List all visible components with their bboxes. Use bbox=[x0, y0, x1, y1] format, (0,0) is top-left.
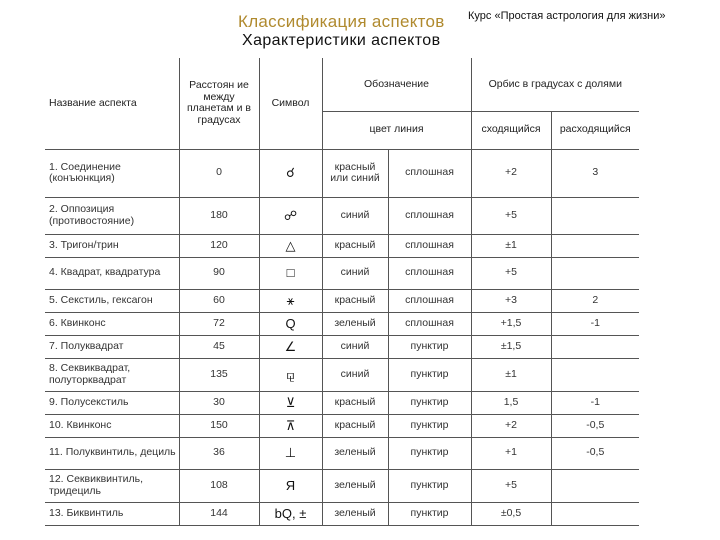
degrees-cell: 60 bbox=[179, 289, 259, 312]
aspect-symbol: bQ, ± bbox=[259, 502, 322, 525]
aspect-symbol: ⊼ bbox=[259, 414, 322, 437]
line-type-cell: пунктир bbox=[388, 358, 471, 391]
aspect-name-cell: 11. Полуквинтиль, дециль bbox=[45, 437, 179, 469]
aspect-name-cell: 1. Соединение (конъюнкция) bbox=[45, 149, 179, 197]
page-subtitle: Характеристики аспектов bbox=[242, 32, 441, 49]
orb-converging-cell: ±1 bbox=[471, 234, 551, 257]
orb-diverging-cell bbox=[551, 234, 639, 257]
course-title: Курс «Простая астрология для жизни» bbox=[468, 10, 666, 22]
table-row bbox=[45, 437, 639, 469]
color-cell: синий bbox=[322, 358, 388, 391]
color-cell: зеленый bbox=[322, 469, 388, 502]
table-row bbox=[45, 391, 639, 414]
orb-converging-cell: +1 bbox=[471, 437, 551, 469]
header-color-line: цвет линия bbox=[322, 111, 471, 149]
degrees-cell: 30 bbox=[179, 391, 259, 414]
line-type-cell: пунктир bbox=[388, 469, 471, 502]
line-type-cell: сплошная bbox=[388, 312, 471, 335]
aspect-symbol: ⊻ bbox=[259, 391, 322, 414]
aspects-table bbox=[45, 58, 639, 526]
orb-diverging-cell: 2 bbox=[551, 289, 639, 312]
orb-diverging-cell bbox=[551, 502, 639, 525]
aspect-name-cell: 13. Биквинтиль bbox=[45, 502, 179, 525]
line-type-cell: сплошная bbox=[388, 257, 471, 289]
orb-diverging-cell: 3 bbox=[551, 149, 639, 197]
orb-diverging-cell bbox=[551, 197, 639, 234]
aspect-symbol: Я bbox=[259, 469, 322, 502]
aspect-name-cell: 3. Тригон/трин bbox=[45, 234, 179, 257]
aspect-symbol: ☌ bbox=[259, 149, 322, 197]
aspect-name-cell: 6. Квинконс bbox=[45, 312, 179, 335]
orb-diverging-cell: -0,5 bbox=[551, 414, 639, 437]
table-row bbox=[45, 197, 639, 234]
table-row bbox=[45, 414, 639, 437]
aspect-name-cell: 8. Секвиквадрат, полуторквадрат bbox=[45, 358, 179, 391]
orb-converging-cell: +2 bbox=[471, 149, 551, 197]
aspect-symbol: ∠ bbox=[259, 335, 322, 358]
aspect-symbol: ⚼ bbox=[259, 358, 322, 391]
color-cell: красный bbox=[322, 289, 388, 312]
aspect-symbol: ☍ bbox=[259, 197, 322, 234]
color-cell: синий bbox=[322, 197, 388, 234]
color-cell: красный bbox=[322, 391, 388, 414]
color-cell: зеленый bbox=[322, 437, 388, 469]
line-type-cell: сплошная bbox=[388, 234, 471, 257]
aspect-name-cell: 10. Квинконс bbox=[45, 414, 179, 437]
table-row bbox=[45, 234, 639, 257]
page-title: Классификация аспектов bbox=[238, 12, 445, 31]
orb-converging-cell: ±1,5 bbox=[471, 335, 551, 358]
line-type-cell: сплошная bbox=[388, 149, 471, 197]
aspect-symbol: △ bbox=[259, 234, 322, 257]
aspect-name-cell: 7. Полуквадрат bbox=[45, 335, 179, 358]
color-cell: зеленый bbox=[322, 312, 388, 335]
orb-diverging-cell bbox=[551, 335, 639, 358]
aspect-name-cell: 9. Полусекстиль bbox=[45, 391, 179, 414]
orb-converging-cell: +5 bbox=[471, 197, 551, 234]
color-cell: красный bbox=[322, 414, 388, 437]
orb-diverging-cell: -1 bbox=[551, 312, 639, 335]
orb-diverging-cell bbox=[551, 469, 639, 502]
degrees-cell: 150 bbox=[179, 414, 259, 437]
line-type-cell: пунктир bbox=[388, 502, 471, 525]
line-type-cell: пунктир bbox=[388, 391, 471, 414]
degrees-cell: 90 bbox=[179, 257, 259, 289]
orb-converging-cell: +5 bbox=[471, 257, 551, 289]
header-designation: Обозначение bbox=[322, 58, 471, 111]
header-distance: Расстоян ие между планетам и в градусах bbox=[179, 58, 259, 149]
aspect-name-cell: 2. Оппозиция (противостояние) bbox=[45, 197, 179, 234]
header-converging: сходящийся bbox=[471, 111, 551, 149]
color-cell: синий bbox=[322, 257, 388, 289]
degrees-cell: 135 bbox=[179, 358, 259, 391]
aspect-name-cell: 5. Секстиль, гексагон bbox=[45, 289, 179, 312]
degrees-cell: 120 bbox=[179, 234, 259, 257]
table-row bbox=[45, 149, 639, 197]
color-cell: зеленый bbox=[322, 502, 388, 525]
degrees-cell: 108 bbox=[179, 469, 259, 502]
table-row bbox=[45, 257, 639, 289]
table-row bbox=[45, 469, 639, 502]
header-orb: Орбис в градусах с долями bbox=[471, 58, 639, 111]
color-cell: красный или синий bbox=[322, 149, 388, 197]
orb-converging-cell: +5 bbox=[471, 469, 551, 502]
orb-converging-cell: ±1 bbox=[471, 358, 551, 391]
aspect-symbol: Q bbox=[259, 312, 322, 335]
color-cell: синий bbox=[322, 335, 388, 358]
degrees-cell: 72 bbox=[179, 312, 259, 335]
line-type-cell: пунктир bbox=[388, 335, 471, 358]
table-row bbox=[45, 312, 639, 335]
line-type-cell: сплошная bbox=[388, 289, 471, 312]
table-row bbox=[45, 289, 639, 312]
degrees-cell: 180 bbox=[179, 197, 259, 234]
line-type-cell: пунктир bbox=[388, 414, 471, 437]
header-aspect-name: Название аспекта bbox=[45, 58, 179, 149]
orb-diverging-cell: -0,5 bbox=[551, 437, 639, 469]
aspect-name-cell: 12. Секвиквинтиль, тридециль bbox=[45, 469, 179, 502]
orb-diverging-cell bbox=[551, 257, 639, 289]
orb-converging-cell: ±0,5 bbox=[471, 502, 551, 525]
aspect-name-cell: 4. Квадрат, квадратура bbox=[45, 257, 179, 289]
aspect-symbol: ⚹ bbox=[259, 289, 322, 312]
degrees-cell: 144 bbox=[179, 502, 259, 525]
degrees-cell: 0 bbox=[179, 149, 259, 197]
header-diverging: расходящийся bbox=[551, 111, 639, 149]
color-cell: красный bbox=[322, 234, 388, 257]
orb-diverging-cell: -1 bbox=[551, 391, 639, 414]
header-symbol: Символ bbox=[259, 58, 322, 149]
aspect-symbol: □ bbox=[259, 257, 322, 289]
degrees-cell: 45 bbox=[179, 335, 259, 358]
line-type-cell: сплошная bbox=[388, 197, 471, 234]
table-row bbox=[45, 335, 639, 358]
line-type-cell: пунктир bbox=[388, 437, 471, 469]
table-row bbox=[45, 358, 639, 391]
orb-converging-cell: +1,5 bbox=[471, 312, 551, 335]
aspect-symbol: ⊥ bbox=[259, 437, 322, 469]
orb-converging-cell: +3 bbox=[471, 289, 551, 312]
degrees-cell: 36 bbox=[179, 437, 259, 469]
orb-converging-cell: +2 bbox=[471, 414, 551, 437]
orb-converging-cell: 1,5 bbox=[471, 391, 551, 414]
orb-diverging-cell bbox=[551, 358, 639, 391]
table-row bbox=[45, 502, 639, 525]
